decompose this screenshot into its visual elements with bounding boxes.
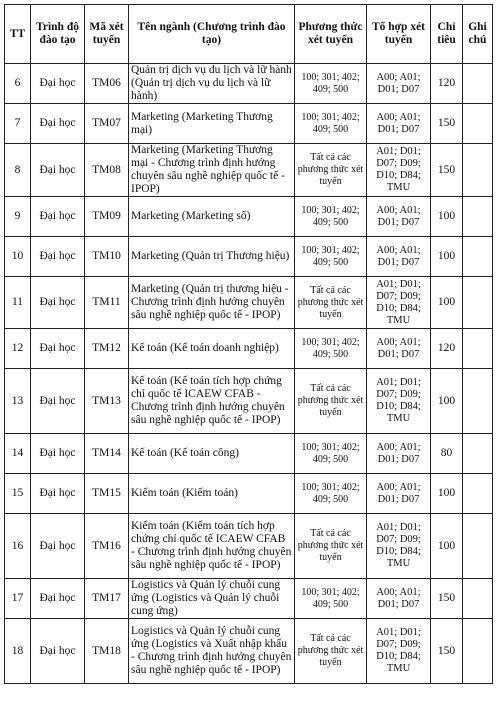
header-code: Mã xét tuyển: [85, 5, 129, 64]
header-tt: TT: [5, 5, 31, 64]
quota-cell: 80: [431, 434, 463, 474]
admission-code-cell: TM14: [85, 434, 129, 474]
training-level-cell: Đại học: [31, 329, 85, 369]
header-major: Tên ngành (Chương trình đào tạo): [129, 5, 295, 64]
admission-code-cell: TM06: [85, 64, 129, 104]
quota-cell: 120: [431, 64, 463, 104]
training-level-cell: Đại học: [31, 64, 85, 104]
major-name-cell: Marketing (Marketing Thương mại - Chương trình định hướng chuyên sâu nghề nghiệp quốc tế - IPOP): [129, 144, 295, 197]
table-row: [5, 579, 493, 619]
table-row: [5, 104, 493, 144]
admission-code-cell: TM12: [85, 329, 129, 369]
admission-method-cell: 100; 301; 402; 409; 500: [295, 329, 367, 369]
table-row: [5, 64, 493, 104]
major-name-cell: Marketing (Quản trị Thương hiệu): [129, 237, 295, 277]
admission-code-cell: TM18: [85, 619, 129, 684]
admission-method-cell: 100; 301; 402; 409; 500: [295, 474, 367, 514]
subject-combination-cell: A01; D01; D07; D09; D10; D84; TMU: [367, 144, 431, 197]
header-note: Ghi chú: [463, 5, 493, 64]
admission-method-cell: Tất cả các phương thức xét tuyển: [295, 369, 367, 434]
note-cell: [463, 369, 493, 434]
training-level-cell: Đại học: [31, 579, 85, 619]
admission-method-cell: 100; 301; 402; 409; 500: [295, 434, 367, 474]
note-cell: [463, 619, 493, 684]
quota-cell: 100: [431, 474, 463, 514]
subject-combination-cell: A01; D01; D07; D09; D10; D84; TMU: [367, 619, 431, 684]
training-level-cell: Đại học: [31, 434, 85, 474]
quota-cell: 100: [431, 514, 463, 579]
major-name-cell: Kiểm toán (Kiểm toán): [129, 474, 295, 514]
training-level-cell: Đại học: [31, 104, 85, 144]
major-name-cell: Kế toán (Kế toán công): [129, 434, 295, 474]
admission-code-cell: TM15: [85, 474, 129, 514]
header-level: Trình độ đào tạo: [31, 5, 85, 64]
table-row: [5, 619, 493, 684]
table-row: [5, 144, 493, 197]
major-name-cell: Quản trị dịch vụ du lịch và lữ hành (Quản trị dịch vụ du lịch và lữ hành): [129, 64, 295, 104]
row-number-cell: 6: [5, 64, 31, 104]
admission-code-cell: TM11: [85, 277, 129, 329]
admission-table: [4, 4, 493, 684]
table-row: [5, 237, 493, 277]
note-cell: [463, 474, 493, 514]
table-row: [5, 434, 493, 474]
header-quota: Chỉ tiêu: [431, 5, 463, 64]
subject-combination-cell: A00; A01; D01; D07: [367, 474, 431, 514]
major-name-cell: Kế toán (Kế toán tích hợp chứng chỉ quốc tế ICAEW CFAB - Chương trình định hướng chuyên sâu nghề nghiệp quốc tế - IPOP): [129, 369, 295, 434]
subject-combination-cell: A00; A01; D01; D07: [367, 64, 431, 104]
training-level-cell: Đại học: [31, 369, 85, 434]
quota-cell: 150: [431, 619, 463, 684]
admission-code-cell: TM09: [85, 197, 129, 237]
subject-combination-cell: A01; D01; D07; D09; D10; D84; TMU: [367, 277, 431, 329]
note-cell: [463, 329, 493, 369]
major-name-cell: Marketing (Quản trị thương hiệu - Chương trình định hướng chuyên sâu nghề nghiệp quốc tế - IPOP): [129, 277, 295, 329]
training-level-cell: Đại học: [31, 197, 85, 237]
subject-combination-cell: A00; A01; D01; D07: [367, 579, 431, 619]
major-name-cell: Marketing (Marketing số): [129, 197, 295, 237]
table-row: [5, 329, 493, 369]
note-cell: [463, 277, 493, 329]
row-number-cell: 12: [5, 329, 31, 369]
row-number-cell: 16: [5, 514, 31, 579]
row-number-cell: 7: [5, 104, 31, 144]
admission-method-cell: 100; 301; 402; 409; 500: [295, 104, 367, 144]
major-name-cell: Logistics và Quản lý chuỗi cung ứng (Logistics và Xuất nhập khẩu - Chương trình định hướng chuyên sâu nghề nghiệp quốc tế - IPOP): [129, 619, 295, 684]
table-row: [5, 277, 493, 329]
row-number-cell: 18: [5, 619, 31, 684]
training-level-cell: Đại học: [31, 237, 85, 277]
admission-method-cell: Tất cả các phương thức xét tuyển: [295, 277, 367, 329]
header-combo: Tổ hợp xét tuyển: [367, 5, 431, 64]
note-cell: [463, 197, 493, 237]
quota-cell: 150: [431, 579, 463, 619]
training-level-cell: Đại học: [31, 474, 85, 514]
major-name-cell: Marketing (Marketing Thương mại): [129, 104, 295, 144]
admission-table-container: [4, 4, 492, 684]
admission-method-cell: 100; 301; 402; 409; 500: [295, 579, 367, 619]
quota-cell: 120: [431, 329, 463, 369]
admission-code-cell: TM10: [85, 237, 129, 277]
note-cell: [463, 104, 493, 144]
quota-cell: 100: [431, 197, 463, 237]
header-method: Phương thức xét tuyển: [295, 5, 367, 64]
admission-code-cell: TM07: [85, 104, 129, 144]
subject-combination-cell: A00; A01; D01; D07: [367, 197, 431, 237]
table-row: [5, 369, 493, 434]
note-cell: [463, 514, 493, 579]
admission-method-cell: 100; 301; 402; 409; 500: [295, 237, 367, 277]
table-row: [5, 197, 493, 237]
quota-cell: 100: [431, 237, 463, 277]
quota-cell: 150: [431, 104, 463, 144]
row-number-cell: 10: [5, 237, 31, 277]
subject-combination-cell: A01; D01; D07; D09; D10; D84; TMU: [367, 369, 431, 434]
major-name-cell: Kế toán (Kế toán doanh nghiệp): [129, 329, 295, 369]
training-level-cell: Đại học: [31, 619, 85, 684]
header-row: [5, 5, 493, 64]
admission-method-cell: Tất cả các phương thức xét tuyển: [295, 619, 367, 684]
training-level-cell: Đại học: [31, 144, 85, 197]
training-level-cell: Đại học: [31, 514, 85, 579]
row-number-cell: 14: [5, 434, 31, 474]
subject-combination-cell: A00; A01; D01; D07: [367, 104, 431, 144]
admission-method-cell: 100; 301; 402; 409; 500: [295, 197, 367, 237]
admission-method-cell: Tất cả các phương thức xét tuyển: [295, 514, 367, 579]
subject-combination-cell: A00; A01; D01; D07: [367, 237, 431, 277]
admission-code-cell: TM08: [85, 144, 129, 197]
note-cell: [463, 64, 493, 104]
subject-combination-cell: A01; D01; D07; D09; D10; D84; TMU: [367, 514, 431, 579]
subject-combination-cell: A00; A01; D01; D07: [367, 434, 431, 474]
table-row: [5, 514, 493, 579]
quota-cell: 100: [431, 277, 463, 329]
training-level-cell: Đại học: [31, 277, 85, 329]
row-number-cell: 13: [5, 369, 31, 434]
row-number-cell: 9: [5, 197, 31, 237]
note-cell: [463, 144, 493, 197]
row-number-cell: 8: [5, 144, 31, 197]
table-row: [5, 474, 493, 514]
row-number-cell: 15: [5, 474, 31, 514]
note-cell: [463, 237, 493, 277]
quota-cell: 100: [431, 369, 463, 434]
major-name-cell: Kiểm toán (Kiểm toán tích hợp chứng chỉ quốc tế ICAEW CFAB - Chương trình định hướng chuyên sâu nghề nghiệp quốc tế - IPOP): [129, 514, 295, 579]
quota-cell: 150: [431, 144, 463, 197]
admission-code-cell: TM13: [85, 369, 129, 434]
row-number-cell: 11: [5, 277, 31, 329]
admission-method-cell: 100; 301; 402; 409; 500: [295, 64, 367, 104]
major-name-cell: Logistics và Quản lý chuỗi cung ứng (Logistics và Quản lý chuỗi cung ứng): [129, 579, 295, 619]
subject-combination-cell: A00; A01; D01; D07: [367, 329, 431, 369]
admission-code-cell: TM17: [85, 579, 129, 619]
note-cell: [463, 579, 493, 619]
admission-method-cell: Tất cả các phương thức xét tuyển: [295, 144, 367, 197]
note-cell: [463, 434, 493, 474]
row-number-cell: 17: [5, 579, 31, 619]
admission-code-cell: TM16: [85, 514, 129, 579]
